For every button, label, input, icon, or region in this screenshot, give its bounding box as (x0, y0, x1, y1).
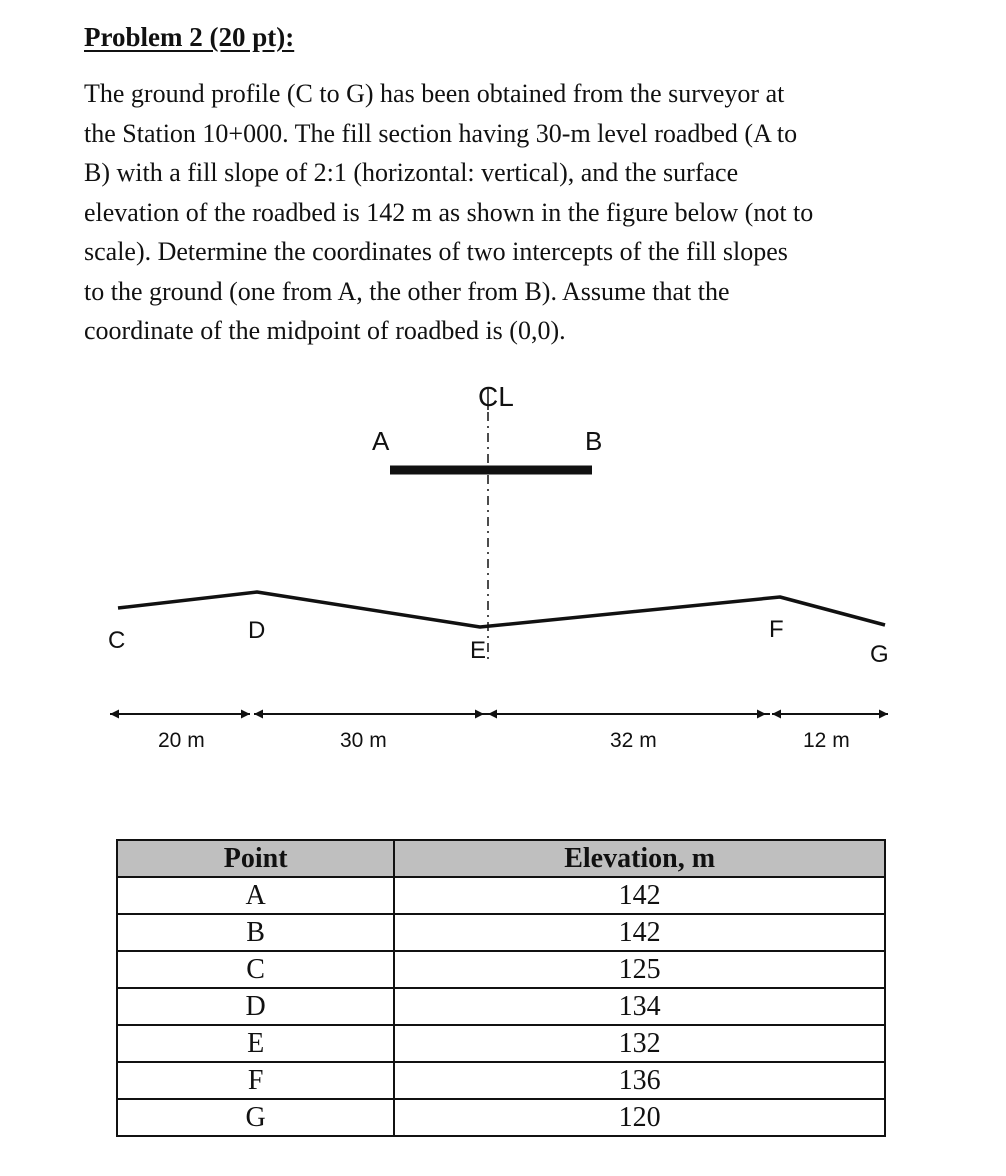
elevation-cell: 142 (394, 914, 885, 951)
problem-line: the Station 10+000. The fill section having 30-m level roadbed (A to (84, 118, 798, 148)
problem-line: to the ground (one from A, the other from B). Assume that the (84, 276, 730, 306)
elevation-cell: 142 (394, 877, 885, 914)
ground-point-label-e: E (470, 637, 487, 664)
elevation-cell: 120 (394, 1099, 885, 1136)
point-cell: A (117, 877, 394, 914)
problem-statement (84, 74, 934, 351)
dimension-label: 32 m (610, 729, 657, 752)
elevation-table (116, 839, 886, 1137)
problem-line: elevation of the roadbed is 142 m as shown in the figure below (not to (84, 197, 814, 227)
ground-point-label-c: C (108, 627, 126, 654)
table-header-elevation: Elevation, m (394, 840, 885, 877)
point-cell: B (117, 914, 394, 951)
dimension-label: 30 m (340, 729, 387, 752)
ground-point-label-g: G (870, 641, 889, 668)
table-header-point: Point (117, 840, 394, 877)
elevation-cell: 134 (394, 988, 885, 1025)
ground-point-label-f: F (769, 616, 784, 643)
table-row (117, 1099, 885, 1136)
dimension-label: 12 m (803, 729, 850, 752)
table-header-row (117, 840, 885, 877)
problem-title: Problem 2 (20 pt): (84, 22, 295, 52)
table-row (117, 1025, 885, 1062)
problem-line: coordinate of the midpoint of roadbed is (0,0). (84, 316, 566, 345)
roadbed-label-a: A (372, 426, 390, 456)
roadbed-label-b: B (585, 426, 603, 456)
ground-point-label-d: D (248, 617, 266, 644)
centerline-label: CL (478, 381, 514, 412)
table-row (117, 1062, 885, 1099)
point-cell: G (117, 1099, 394, 1136)
elevation-cell: 125 (394, 951, 885, 988)
table-row (117, 877, 885, 914)
elevation-cell: 132 (394, 1025, 885, 1062)
table-row (117, 988, 885, 1025)
point-cell: E (117, 1025, 394, 1062)
point-cell: F (117, 1062, 394, 1099)
point-cell: D (117, 988, 394, 1025)
dimension-label: 20 m (158, 729, 205, 752)
problem-line: B) with a fill slope of 2:1 (horizontal: vertical), and the surface (84, 158, 739, 187)
problem-line: scale). Determine the coordinates of two intercepts of the fill slopes (84, 237, 788, 266)
point-cell: C (117, 951, 394, 988)
elevation-cell: 136 (394, 1062, 885, 1099)
table-row (117, 951, 885, 988)
problem-line: The ground profile (C to G) has been obtained from the surveyor at (84, 79, 785, 108)
cross-section-figure (0, 370, 1006, 770)
table-row (117, 914, 885, 951)
centerline-symbol (478, 381, 514, 412)
